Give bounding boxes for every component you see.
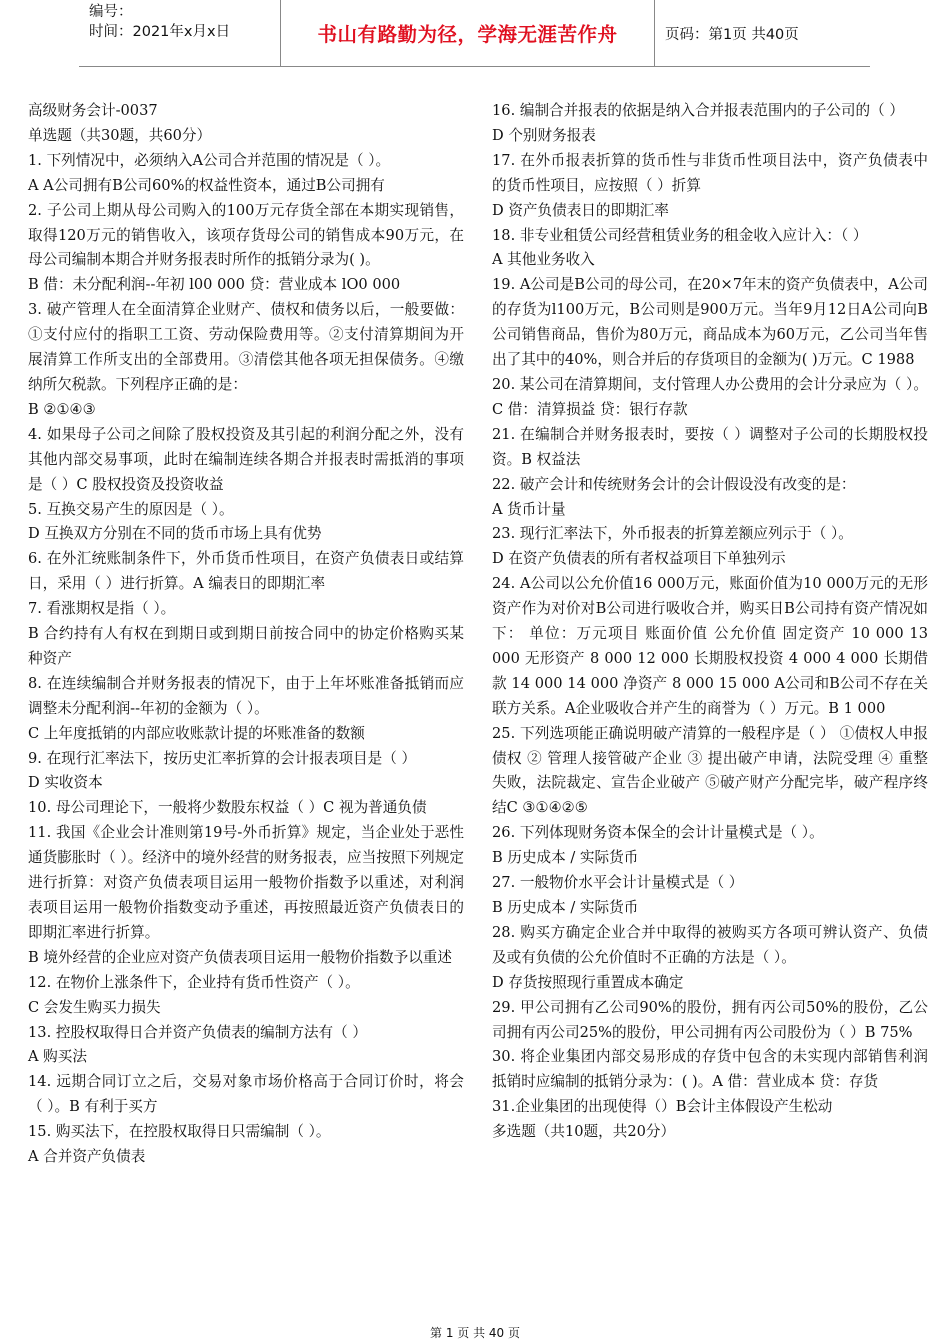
- page-footer: 第 1 页 共 40 页: [430, 1326, 520, 1340]
- document-paragraph: A 货币计量: [492, 500, 566, 518]
- document-paragraph: 21. 在编制合并财务报表时，要按（ ）调整对子公司的长期股权投资。B 权益法: [492, 425, 928, 468]
- document-paragraph: 29. 甲公司拥有乙公司90%的股份，拥有丙公司50%的股份，乙公司拥有丙公司25%的股份，甲公司拥有丙公司股份为（ ）B 75%: [492, 998, 928, 1041]
- document-paragraph: 18. 非专业租赁公司经营租赁业务的租金收入应计入：（ ）: [492, 226, 868, 244]
- document-paragraph: 3. 破产管理人在全面清算企业财产、债权和债务以后，一般要做：①支付应付的指职工工资、劳动保险费用等。②支付清算期间为开展清算工作所支出的全部费用。③清偿其他各项无担保债务。④缴纳所欠税款。下列程序正确的是：: [28, 301, 464, 393]
- document-paragraph: 11. 我国《企业会计准则第19号-外币折算》规定，当企业处于恶性通货膨胀时（ ）。经济中的境外经营的财务报表，应当按照下列规定进行折算：对资产负债表项目运用一般物价指数予以重述，对利润表项目运用一般物价指数变动予重述，再按照最近资产负债表日的即期汇率进行折算。: [28, 824, 464, 941]
- document-paragraph: 14. 远期合同订立之后，交易对象市场价格高于合同订价时，将会（ ）。B 有利于买方: [28, 1073, 464, 1116]
- header-motto: 书山有路勤为径，学海无涯苦作舟: [281, 0, 655, 66]
- document-paragraph: 13. 控股权取得日合并资产负债表的编制方法有（ ）: [28, 1023, 367, 1041]
- document-paragraph: 10. 母公司理论下，一般将少数股东权益（ ）C 视为普通负债: [28, 799, 427, 817]
- document-paragraph: D 互换双方分别在不同的货币市场上具有优势: [28, 525, 322, 543]
- document-paragraph: A 购买法: [28, 1048, 87, 1066]
- document-paragraph: B 合约持有人有权在到期日或到期日前按合同中的协定价格购买某种资产: [28, 625, 464, 667]
- document-paragraph: 27. 一般物价水平会计计量模式是（ ）: [492, 874, 744, 892]
- document-number-label: 编号：: [89, 4, 133, 20]
- document-paragraph: C 上年度抵销的内部应收账款计提的坏账准备的数额: [28, 724, 365, 742]
- document-paragraph: 26. 下列体现财务资本保全的会计计量模式是（ ）。: [492, 824, 824, 842]
- document-paragraph: 16. 编制合并报表的依据是纳入合并报表范围内的子公司的（ ）: [492, 102, 904, 119]
- document-paragraph: 8. 在连续编制合并财务报表的情况下，由于上年坏账准备抵销而应调整未分配利润--年初的金额为（ ）。: [28, 674, 464, 717]
- document-paragraph: D 实收资本: [28, 774, 103, 792]
- document-paragraph: 17. 在外币报表折算的货币性与非货币性项目法中，资产负债表中的货币性项目，应按照（ ）折算: [492, 151, 928, 194]
- document-time-label: 时间：2021年x月x日: [89, 24, 231, 40]
- document-paragraph: 9. 在现行汇率法下，按历史汇率折算的会计报表项目是（ ）: [28, 749, 417, 767]
- header-page-info: 页码：第1页 共40页: [665, 26, 799, 43]
- page-header: [79, 0, 870, 67]
- document-paragraph: A A公司拥有B公司60%的权益性资本，通过B公司拥有: [28, 176, 385, 194]
- header-meta: [79, 0, 281, 66]
- document-paragraph: C 会发生购买力损失: [28, 998, 161, 1016]
- document-paragraph: 20. 某公司在清算期间，支付管理人办公费用的会计分录应为（ ）。C 借：清算损益 贷：银行存款: [492, 375, 928, 418]
- document-paragraph: 22. 破产会计和传统财务会计的会计假设没有改变的是：: [492, 475, 856, 493]
- document-paragraph: 5. 互换交易产生的原因是（ ）。: [28, 500, 234, 518]
- document-paragraph: 高级财务会计-0037: [28, 102, 158, 119]
- document-paragraph: 23. 现行汇率法下，外币报表的折算差额应列示于（ ）。: [492, 525, 853, 543]
- document-paragraph: A 合并资产负债表: [28, 1148, 146, 1166]
- document-paragraph: B 历史成本 / 实际货币: [492, 849, 639, 867]
- document-paragraph: B 历史成本 / 实际货币: [492, 899, 639, 916]
- document-paragraph: 12. 在物价上涨条件下，企业持有货币性资产（ ）。: [28, 973, 360, 991]
- document-paragraph: D 存货按照现行重置成本确定: [492, 973, 684, 991]
- document-paragraph: A 其他业务收入: [492, 251, 595, 269]
- document-paragraph: 7. 看涨期权是指（ ）。: [28, 600, 176, 618]
- document-paragraph: 4. 如果母子公司之间除了股权投资及其引起的利润分配之外，没有其他内部交易事项，此时在编制连续各期合并报表时需抵消的事项是（ ）C 股权投资及投资收益: [28, 425, 464, 493]
- document-paragraph: 1. 下列情况中，必须纳入A公司合并范围的情况是（ ）。: [28, 151, 391, 169]
- document-paragraph: D 在资产负债表的所有者权益项目下单独列示: [492, 550, 786, 568]
- document-paragraph: B ②①④③: [28, 400, 96, 418]
- document-paragraph: B 境外经营的企业应对资产负债表项目运用一般物价指数予以重述: [28, 948, 452, 966]
- document-paragraph: 24. A公司以公允价值16 000万元，账面价值为10 000万元的无形资产作为对价对B公司进行吸收合并，购买日B公司持有资产情况如下： 单位：万元项目 账面价值 公允价值 固定资产 10 000 13 000 无形资产 8 000 12 000 长期股权投资 4 000 4 000 长期借款 14 000 14 000 净资产 8 000 15 000 A公司和B公司不存在关联方关系。A企业吸收合并产生的商誉为（ ）万元。B 1 000: [492, 575, 928, 717]
- document-paragraph: 6. 在外汇统账制条件下，外币货币性项目，在资产负债表日或结算日，采用（ ）进行折算。A 编表日的即期汇率: [28, 550, 464, 593]
- document-paragraph: 单选题（共30题，共60分）: [28, 126, 212, 144]
- document-paragraph: 30. 将企业集团内部交易形成的存货中包含的未实现内部销售利润抵销时应编制的抵销分录为：( )。A 借：营业成本 贷：存货: [492, 1048, 928, 1091]
- document-paragraph: 19. A公司是B公司的母公司，在20×7年末的资产负债表中，A公司的存货为l100万元，B公司则是900万元。当年9月12日A公司向B公司销售商品，售价为80万元，商品成本为60万元，乙公司当年售出了其中的40%，则合并后的存货项目的金额为( )万元。C 1988: [492, 276, 928, 369]
- document-paragraph: D 资产负债表日的即期汇率: [492, 201, 669, 219]
- document-paragraph: D 个别财务报表: [492, 126, 596, 144]
- document-paragraph: 多选题（共10题，共20分）: [492, 1123, 676, 1141]
- right-column: [492, 99, 928, 1145]
- document-paragraph: 15. 购买法下，在控股权取得日只需编制（ ）。: [28, 1123, 331, 1141]
- document-paragraph: 25. 下列选项能正确说明破产清算的一般程序是（ ） ①债权人申报债权 ② 管理人接管破产企业 ③ 提出破产申请，法院受理 ④ 重整失败，法院裁定、宣告企业破产 ⑤破产财产分配完毕，破产程序终结C ③①④②⑤: [492, 724, 928, 817]
- document-paragraph: B 借：未分配利润--年初 l00 000 贷：营业成本 lO0 000: [28, 276, 401, 294]
- document-paragraph: 31.企业集团的出现使得（）B会计主体假设产生松动: [492, 1098, 833, 1116]
- document-paragraph: 2. 子公司上期从母公司购入的100万元存货全部在本期实现销售，取得120万元的销售收入，该项存货母公司的销售成本90万元，在母公司编制本期合并财务报表时所作的抵销分录为( )。: [28, 201, 464, 269]
- document-paragraph: 28. 购买方确定企业合并中取得的被购买方各项可辨认资产、负债及或有负债的公允价值时不正确的方法是（ ）。: [492, 923, 928, 966]
- left-column: [28, 99, 464, 1170]
